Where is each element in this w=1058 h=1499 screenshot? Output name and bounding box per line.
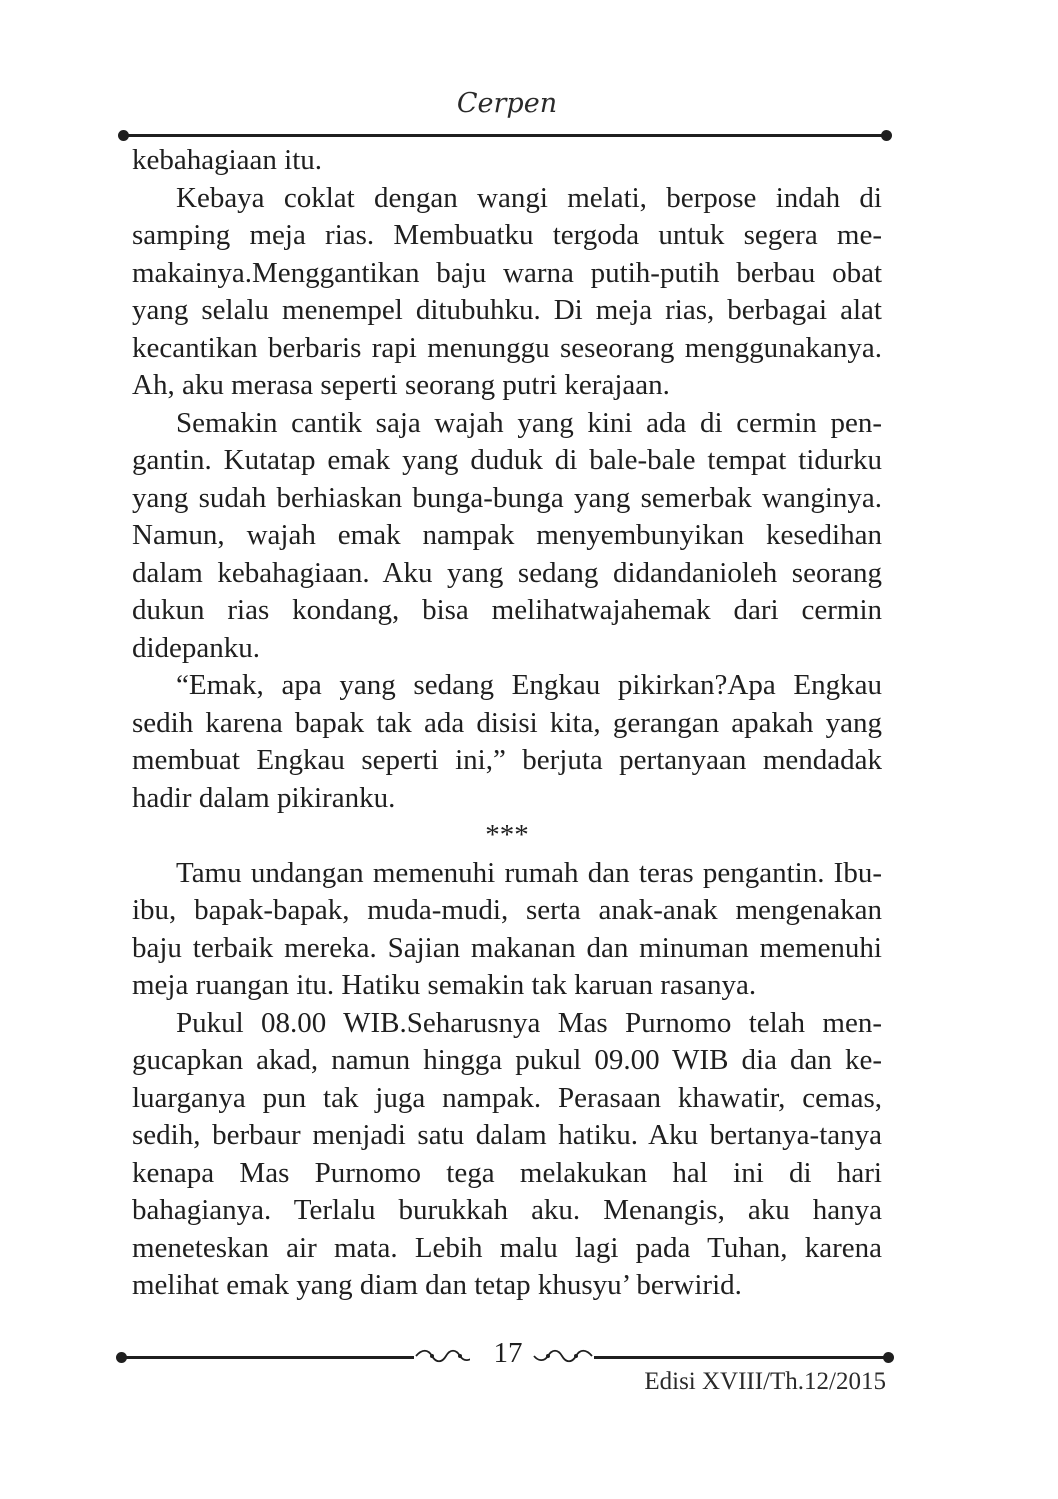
paragraph-continuation: kebahagiaan itu. xyxy=(132,144,323,176)
paragraph: Tamu undangan memenuhi rumah dan teras pengantin. Ibu-ibu, bapak-bapak, muda-mudi, serta anak-anak mengenakan baju terbaik mereka. Sajian makanan dan minuman memenuhi meja ruangan itu. Hatiku semakin tak karuan rasanya. xyxy=(132,856,882,1001)
section-separator: *** xyxy=(485,819,529,851)
edition-label: Edisi XVIII/Th.12/2015 xyxy=(644,1368,886,1395)
article-body xyxy=(132,142,882,1305)
paragraph: Semakin cantik saja wajah yang kini ada di cermin pengantin. Kutatap emak yang duduk di bale-bale tempat tidurku yang sudah berhiaskan bunga-bunga yang semerbak wanginya. Namun, wajah emak nampak menyembunyikan kesedihan dalam kebahagiaan. Aku yang sedang didandanioleh seorang dukun rias kondang, bisa melihatwajahemak dari cermin didepanku. xyxy=(132,406,882,664)
rule-line xyxy=(124,134,886,137)
rule-end-dot-right xyxy=(883,1352,894,1363)
rule-end-dot-right xyxy=(881,130,892,141)
paragraph: Kebaya coklat dengan wangi melati, berpose indah di samping meja rias. Membuatku tergoda untuk segera memakainya.Menggantikan baju warna putih-putih berbau obat yang selalu menempel ditubuhku. Di meja rias, berbagai alat kecantikan berbaris rapi menunggu seseorang menggunakanya. Ah, aku merasa seperti seorang putri kerajaan. xyxy=(132,181,882,401)
running-header-title: Cerpen xyxy=(456,88,558,119)
flourish-ornament-left-icon xyxy=(414,1345,476,1367)
paragraph: Pukul 08.00 WIB.Seharusnya Mas Purnomo telah mengucapkan akad, namun hingga pukul 09.00 WIB dia dan keluarganya pun tak juga nampak. Perasaan khawatir, cemas, sedih, berbaur menjadi satu dalam hatiku. Aku bertanya-tanya kenapa Mas Purnomo tega melakukan hal ini di hari bahagianya. Terlalu burukkah aku. Menangis, aku hanya meneteskan air mata. Lebih malu lagi pada Tuhan, karena melihat emak yang diam dan tetap khusyu’ berwirid. xyxy=(132,1006,882,1301)
paragraph: “Emak, apa yang sedang Engkau pikirkan?Apa Engkau sedih karena bapak tak ada disisi kita, gerangan apakah yang membuat Engkau seperti ini,” berjuta pertanyaan mendadak hadir dalam pikiranku. xyxy=(132,669,882,814)
flourish-ornament-right-icon xyxy=(532,1345,594,1367)
page-number: 17 xyxy=(470,1337,546,1370)
